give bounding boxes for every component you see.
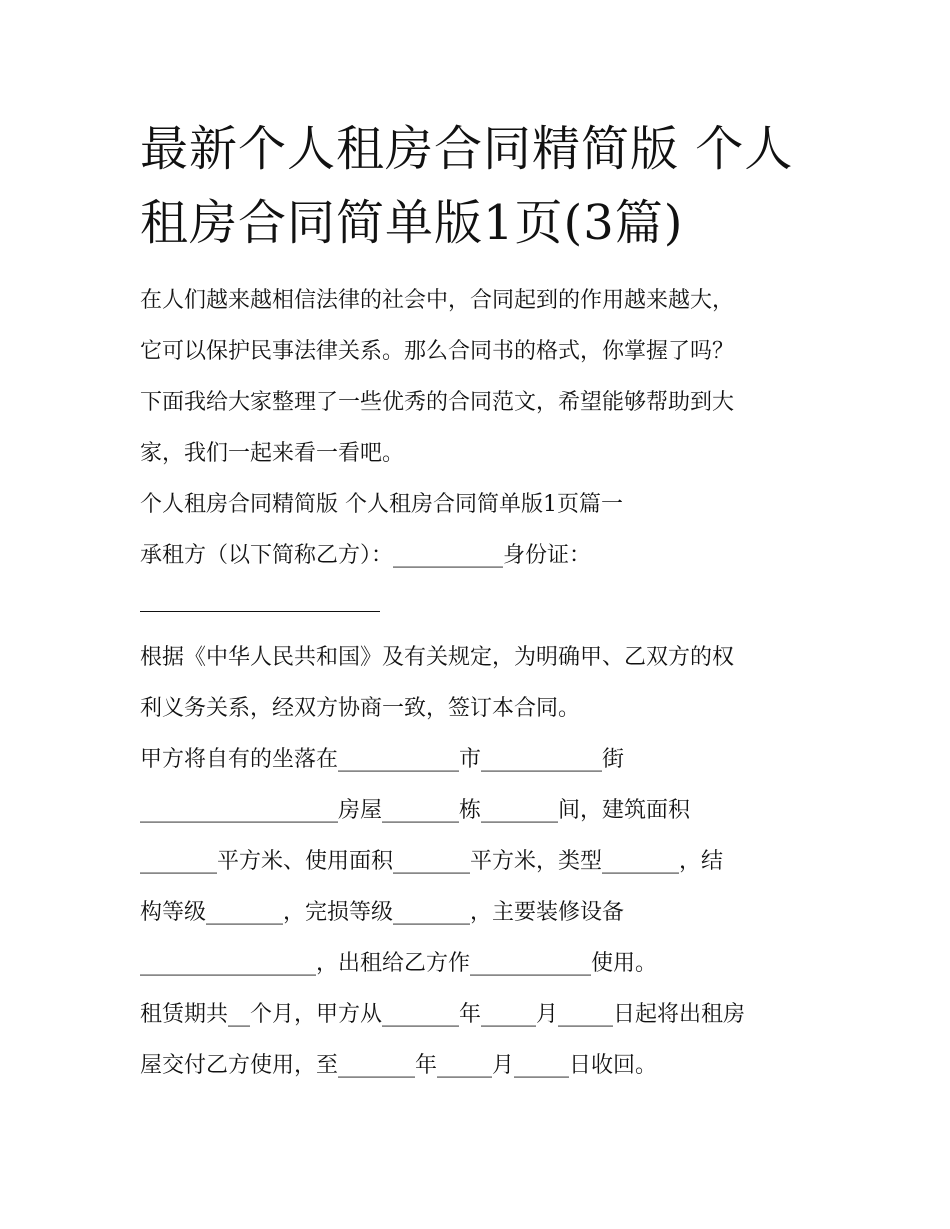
title-line-2: 租房合同简单版1页(3篇) [140, 195, 684, 251]
clause-line-1: 根据《中华人民共和国》及有关规定，为明确甲、乙双方的权 [140, 645, 735, 670]
document-title [140, 112, 820, 260]
intro-line-4: 家，我们一起来看一看吧。 [140, 441, 405, 466]
section-heading: 个人租房合同精简版 个人租房合同简单版1页篇一 [140, 492, 623, 517]
property-line-5: ________________，出租给乙方作___________使用。 [140, 951, 658, 976]
title-line-1: 最新个人租房合同精简版 个人 [140, 121, 794, 177]
intro-line-1: 在人们越来越相信法律的社会中，合同起到的作用越来越大， [140, 288, 735, 313]
clause-line-2: 利义务关系，经双方协商一致，签订本合同。 [140, 696, 581, 721]
property-line-2: __________________房屋_______栋_______间，建筑面积 [140, 798, 691, 823]
property-line-3: _______平方米、使用面积_______平方米，类型_______，结 [140, 849, 724, 874]
property-line-4: 构等级_______，完损等级_______，主要装修设备 [140, 900, 625, 925]
term-line-2: 屋交付乙方使用，至_______年_____月_____日收回。 [140, 1053, 658, 1078]
id-number-blank [140, 581, 830, 632]
term-line-1: 租赁期共__个月，甲方从_______年_____月_____日起将出租房 [140, 1002, 746, 1027]
property-line-1: 甲方将自有的坐落在___________市___________街 [140, 747, 625, 772]
blank-rule [140, 611, 380, 612]
intro-line-3: 下面我给大家整理了一些优秀的合同范文，希望能够帮助到大 [140, 390, 735, 415]
intro-line-2: 它可以保护民事法律关系。那么合同书的格式，你掌握了吗？ [140, 339, 735, 364]
document-body [140, 275, 830, 1091]
tenant-line: 承租方（以下简称乙方）：__________身份证： [140, 543, 592, 568]
